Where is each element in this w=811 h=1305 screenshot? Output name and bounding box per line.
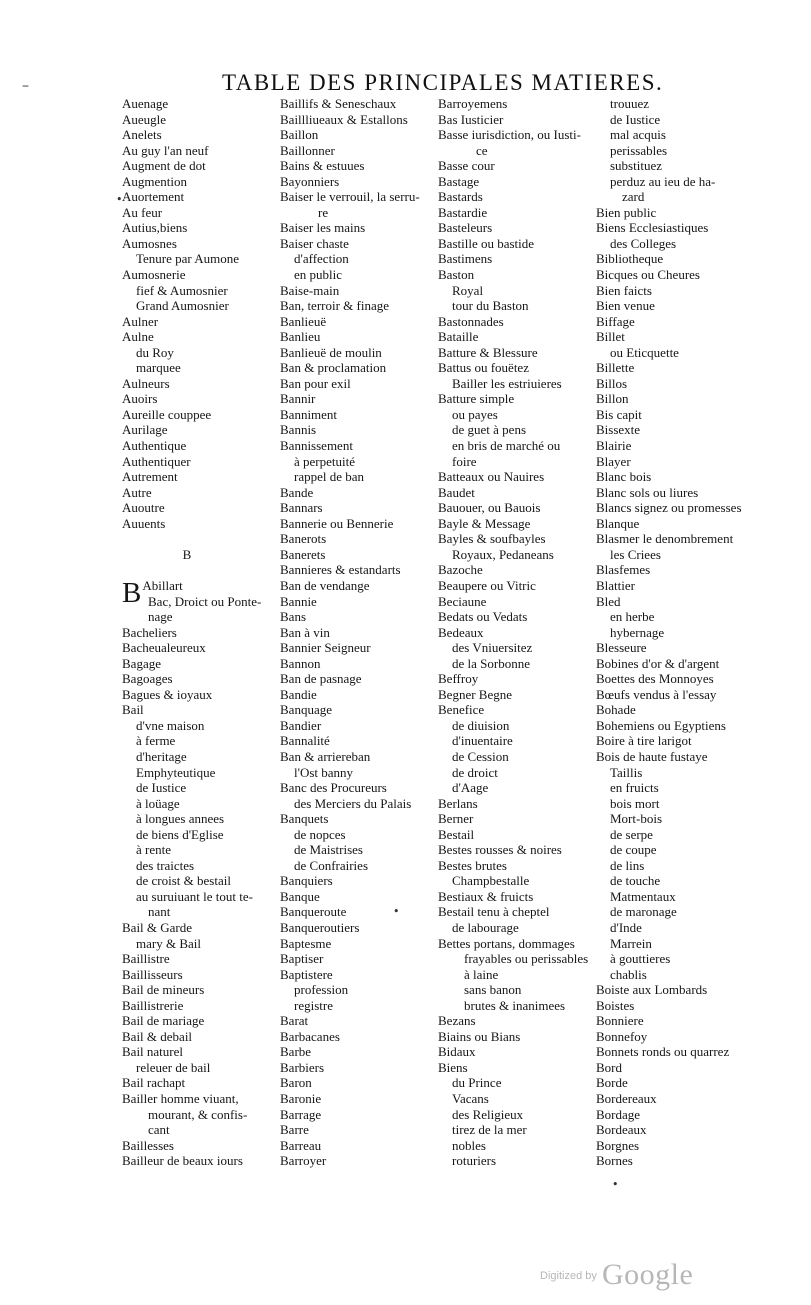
index-entry: nobles [452,1137,486,1153]
index-entry: Ban pour exil [280,375,351,391]
index-column-2 [280,96,432,1169]
index-entry: Bastardie [438,204,488,220]
index-entry: Bail de mariage [122,1013,205,1029]
index-entry: Bicques ou Cheures [596,267,700,283]
index-entry: Bois de haute fustaye [596,748,708,764]
index-entry: au suruiuant le tout te- [136,888,253,904]
index-entry: Beciaune [438,593,487,609]
index-entry: de Iustice [136,780,187,796]
index-entry: Bettes portans, dommages [438,935,575,951]
index-entry: Bidaux [438,1044,476,1060]
index-entry: Bordage [596,1106,641,1122]
index-entry: Basteleurs [438,220,493,236]
index-entry: Biens Ecclesiastiques [596,220,709,236]
index-entry: Barrage [280,1106,322,1122]
index-entry: de Cession [452,748,509,764]
index-entry: Aulneurs [122,375,170,391]
index-entry: mal acquis [610,127,666,143]
index-entry [122,562,272,578]
index-entry: Vacans [452,1091,489,1106]
index-entry: Barbacanes [280,1028,340,1044]
index-entry: Bail & Garde [122,919,193,935]
index-entry: Bastage [438,173,480,189]
index-entry: d'vne maison [136,717,205,733]
index-entry: Bohemiens ou Egyptiens [596,717,726,733]
index-entry: Bonnefoy [596,1028,648,1044]
index-entry: Bagoages [122,671,173,687]
index-entry: Barbe [280,1044,312,1060]
index-entry: Bien faicts [596,282,652,298]
index-entry: Baillistrerie [122,997,184,1013]
index-entry: Bled [596,593,621,609]
index-entry: Bail de mineurs [122,982,205,998]
index-entry: Bastille ou bastide [438,235,535,251]
index-entry: de serpe [610,826,653,842]
index-entry: profession [294,982,349,998]
index-entry: Borde [596,1075,628,1091]
index-entry: Bacheliers [122,624,177,640]
index-entry: Ban, terroir & finage [280,298,390,314]
index-entry: de Iustice [610,111,661,127]
index-entry: Authentique [122,438,187,454]
index-entry: Marrein [610,935,652,951]
index-entry: Bagage [122,655,161,671]
index-entry: Aumosnerie [122,267,186,283]
index-entry: ce [476,142,488,158]
index-entry: Grand Aumosnier [136,298,229,314]
index-entry: Bannerie ou Bennerie [280,515,394,531]
index-entry: Bannis [280,422,317,438]
index-entry: Auortement [122,189,185,205]
index-entry: brutes & inanimees [464,997,566,1013]
index-entry: Baptesme [280,935,332,951]
index-entry: Baptiser [280,951,324,967]
index-entry: Royal [452,282,484,298]
index-entry: Blanque [596,515,640,531]
index-entry: Batteaux ou Nauires [438,469,545,485]
index-entry: Beffroy [438,671,479,687]
index-entry: Banlieuë de moulin [280,344,382,360]
index-entry: Bœufs vendus à l'essay [596,686,717,702]
index-entry: Blanc bois [596,469,652,485]
index-entry: Bail [122,702,144,718]
index-entry: Bail rachapt [122,1075,186,1091]
index-entry: Barreau [280,1137,322,1153]
index-entry: Banlieu [280,329,321,345]
index-entry: d'inuentaire [452,733,513,749]
index-entry: Benefice [438,702,485,718]
index-entry: Bazoche [438,562,483,578]
index-entry: Bestail [438,826,475,842]
index-entry: chablis [610,966,647,982]
index-entry: de biens d'Eglise [136,826,224,842]
margin-dash-mark: – [22,78,29,94]
index-entry: mary & Bail [136,935,201,951]
index-entry: en bris de marché ou [452,438,561,454]
index-entry: perissables [610,142,668,158]
index-entry: Banerets [280,546,326,562]
index-entry: Bains & estuues [280,158,365,174]
index-entry: Aurilage [122,422,168,438]
index-entry: Baillistre [122,951,170,967]
index-entry: bois mort [610,795,660,811]
index-entry: Bail naturel [122,1044,184,1060]
index-entry: Tenure par Aumone [136,251,240,267]
index-entry: Barbiers [280,1059,325,1075]
index-entry: Bannalité [280,733,330,749]
index-column-4 [596,96,766,1169]
index-entry: Beaupere ou Vitric [438,577,536,593]
index-entry: Battus ou fouëtez [438,360,529,376]
index-entry: rappel de ban [294,469,365,485]
index-entry: Bannissement [280,438,353,454]
index-entry: ou Eticquette [610,344,679,360]
index-entry: releuer de bail [136,1059,211,1075]
index-entry: Auoutre [122,500,165,516]
index-entry: à longues annees [136,811,225,827]
index-entry: Bastards [438,189,483,205]
index-entry: des Religieux [452,1106,524,1122]
margin-dot-mark: • [612,1178,619,1191]
section-letter: B [182,546,192,562]
index-entry: d'Aage [452,780,489,796]
margin-dot-mark: • [393,905,400,918]
index-entry: de diuision [452,717,510,733]
index-entry: Auoirs [122,391,158,407]
index-column-1 [122,96,272,1169]
index-entry: Banerots [280,531,327,547]
index-entry: à ferme [136,733,176,749]
index-entry: les Criees [610,546,661,562]
index-entry: Bande [280,484,314,500]
index-entry: Augment de dot [122,158,206,174]
index-entry: Aulne [122,329,154,345]
index-entry: à loüage [136,795,180,811]
index-entry: Billet [596,329,625,345]
page-title: TABLE DES PRINCIPALES MATIERES. [222,70,664,95]
index-entry: Billette [596,360,635,376]
index-entry: en herbe [610,609,655,625]
index-entry: Bezans [438,1013,476,1029]
index-entry: Basse cour [438,158,495,174]
index-entry: Barre [280,1122,309,1138]
index-entry: Blesseure [596,640,647,656]
index-entry: frayables ou perissables [464,951,589,967]
index-entry: Bedats ou Vedats [438,609,528,625]
index-entry: Batture & Blessure [438,344,538,360]
index-entry: de Confrairies [294,857,369,873]
index-entry: Baise-main [280,282,340,298]
index-entry: à rente [136,842,172,858]
index-entry: Banqueroutiers [280,919,360,935]
index-entry: d'heritage [136,748,187,764]
index-entry: nant [148,904,171,920]
index-entry: roturiers [452,1153,497,1169]
index-entry: Bannars [280,500,323,516]
index-entry: Begner Begne [438,686,513,702]
index-entry: de guet à pens [452,422,527,438]
index-entry: Bissexte [596,422,641,438]
index-entry: du Prince [452,1075,502,1091]
index-entry: Bordeaux [596,1122,647,1138]
index-entry: Baillisseurs [122,966,183,982]
index-entry: fief & Aumosnier [136,282,228,298]
index-entry: de la Sorbonne [452,655,530,671]
index-entry: Blancs signez ou promesses [596,500,742,516]
index-entry: Champbestalle [452,873,530,889]
index-entry: Billon [596,391,629,407]
index-entry: Barat [280,1013,309,1029]
index-entry: Barroyemens [438,96,508,111]
index-entry: de croist & bestail [136,873,231,889]
index-entry: mourant, & confis- [148,1106,248,1122]
index-entry: Bac, Droict ou Ponte- [148,593,262,609]
index-entry: de nopces [294,826,346,842]
index-entry: de maronage [610,904,677,920]
index-entry: re [318,204,329,220]
index-entry: Anelets [122,127,162,143]
index-entry: Bedeaux [438,624,484,640]
index-entry: des Vniuersitez [452,640,533,656]
index-entry: Baronie [280,1091,322,1106]
index-entry: Bailleur de beaux iours [122,1153,243,1169]
index-entry: en fruicts [610,780,659,796]
index-entry: Bestes rousses & noires [438,842,562,858]
index-entry: Mort-bois [610,811,662,827]
index-entry: Aulner [122,313,159,329]
index-entry: Baillonner [280,142,335,158]
index-entry: tirez de la mer [452,1122,527,1138]
index-entry: Baillesses [122,1137,174,1153]
index-entry: Bis capit [596,406,642,422]
index-entry: Ban de pasnage [280,671,362,687]
index-entry-text: Abillart [142,577,183,593]
index-entry: Au feur [122,204,163,220]
index-entry: Bibliotheque [596,251,664,267]
index-entry: Autius,biens [122,220,188,236]
index-entry: de droict [452,764,498,780]
drop-cap-letter: B [122,576,142,609]
index-entry: Bannier Seigneur [280,640,371,656]
index-entry: tour du Baston [452,298,529,314]
index-entry: Boire à tire larigot [596,733,692,749]
index-entry: Bandie [280,686,317,702]
index-entry: Banlieuë [280,313,327,329]
index-entry: Banquiers [280,873,333,889]
index-entry: de labourage [452,919,519,935]
index-entry: Bail & debail [122,1028,193,1044]
index-entry: Banniment [280,406,338,422]
index-entry: Boettes des Monnoyes [596,671,714,687]
index-entry: Banqueroute [280,904,347,920]
index-entry: Basse iurisdiction, ou Iusti- [438,127,581,143]
index-entry: Boistes [596,997,635,1013]
index-entry: Bailler homme viuant, [122,1091,239,1106]
index-entry: Baillifs & Seneschaux [280,96,397,111]
index-entry: Baudet [438,484,475,500]
index-entry: Banc des Procureurs [280,780,387,796]
index-entry: Bohade [596,702,636,718]
index-entry: Blattier [596,577,635,593]
index-entry: Batture simple [438,391,515,407]
index-entry: Baron [280,1075,312,1091]
index-entry: de Maistrises [294,842,363,858]
index-entry: Autrement [122,469,178,485]
index-entry: des traictes [136,857,195,873]
index-entry: d'affection [294,251,349,267]
index-entry: Borgnes [596,1137,640,1153]
index-entry: Banquets [280,811,329,827]
index-entry: sans banon [464,982,522,998]
index-entry: trouuez [610,96,649,111]
index-entry [122,531,272,547]
index-entry: Bestail tenu à cheptel [438,904,550,920]
index-entry: Bonniere [596,1013,644,1029]
index-entry: zard [622,189,645,205]
index-entry: Bastonnades [438,313,504,329]
index-entry: Bord [596,1059,622,1075]
index-entry: hybernage [610,624,665,640]
index-entry: Bas Iusticier [438,111,504,127]
index-entry: registre [294,997,333,1013]
index-entry: nage [148,609,173,625]
index-entry: substituez [610,158,662,174]
index-entry: Bagues & ioyaux [122,686,213,702]
index-entry: Aureille couppee [122,406,212,422]
index-entry: Aumosnes [122,235,177,251]
index-entry: Au guy l'an neuf [122,142,209,158]
index-entry: à gouttieres [610,951,671,967]
index-entry: Banque [280,888,320,904]
index-entry: Biffage [596,313,635,329]
index-entry: l'Ost banny [294,764,354,780]
index-entry: Boiste aux Lombards [596,982,708,998]
index-entry: Berlans [438,795,478,811]
index-entry: Baiser le verrouil, la serru- [280,189,420,205]
index-entry: Biains ou Bians [438,1028,521,1044]
index-entry: Ban de vendange [280,577,370,593]
index-entry: Auuents [122,515,166,531]
index-entry: Augmention [122,173,187,189]
index-entry: Bastimens [438,251,493,267]
index-entry: foire [452,453,477,469]
index-entry: Baillliueaux & Estallons [280,111,408,127]
index-entry: Bobines d'or & d'argent [596,655,720,671]
index-entry: Bestiaux & fruicts [438,888,534,904]
index-entry: Bestes brutes [438,857,507,873]
index-entry: du Roy [136,344,174,360]
index-entry: Baston [438,267,475,283]
index-entry: Autre [122,484,152,500]
index-entry: ou payes [452,406,498,422]
index-entry: Royaux, Pedaneans [452,546,554,562]
index-entry: Bacheualeureux [122,640,206,656]
index-entry: Bannir [280,391,316,407]
index-entry: perduz au ieu de ha- [610,173,716,189]
index-entry: Bannon [280,655,321,671]
index-entry: Bordereaux [596,1091,657,1106]
index-entry: Blasfemes [596,562,651,578]
index-entry: Baptistere [280,966,333,982]
index-entry: Billos [596,375,628,391]
index-column-3 [438,96,594,1169]
index-entry: Blasmer le denombrement [596,531,734,547]
index-entry: Barroyer [280,1153,327,1169]
index-entry: Baiser les mains [280,220,366,236]
index-entry: à laine [464,966,499,982]
google-logo: Google [601,1258,694,1291]
index-entry: Emphyteutique [136,764,216,780]
index-entry: Bornes [596,1153,633,1169]
index-entry: Bien venue [596,298,655,314]
index-entry: de coupe [610,842,657,858]
index-entry: Auenage [122,96,169,111]
index-entry: Matmentaux [610,888,676,904]
index-entry: Authentiquer [122,453,191,469]
index-entry: Taillis [610,764,643,780]
index-entry: des Merciers du Palais [294,795,412,811]
index-entry: Bailler les estriuieres [452,375,562,391]
index-entry: en public [294,267,343,283]
index-entry: de touche [610,873,661,889]
index-entry: Bayles & soufbayles [438,531,546,547]
index-entry: Bannieres & estandarts [280,562,401,578]
index-entry: des Colleges [610,235,677,251]
index-entry: de lins [610,857,645,873]
margin-dot-mark: • [116,193,123,206]
digitized-by-label: Digitized by [540,1270,597,1282]
index-entry: d'Inde [610,919,642,935]
index-entry: Blanc sols ou liures [596,484,699,500]
index-entry: Ban à vin [280,624,330,640]
index-entry: Bayonniers [280,173,340,189]
index-entry: Banquage [280,702,332,718]
index-entry: Bonnets ronds ou quarrez [596,1044,730,1060]
index-entry: Baillon [280,127,319,143]
index-entry: Blayer [596,453,631,469]
index-entry: Aueugle [122,111,167,127]
index-entry: Bannie [280,593,317,609]
index-entry: Ban & arriereban [280,748,371,764]
index-entry: Bandier [280,717,322,733]
index-entry: marquee [136,360,181,376]
index-entry: Bayle & Message [438,515,531,531]
index-entry: Biens [438,1059,468,1075]
index-entry: Ban & proclamation [280,360,387,376]
index-entry: cant [148,1122,170,1138]
index-entry: Baiser chaste [280,235,349,251]
index-entry: Berner [438,811,474,827]
index-entry: Bauouer, ou Bauois [438,500,541,516]
digitized-by-watermark [540,1258,760,1298]
index-entry: Bien public [596,204,657,220]
index-entry: Bans [280,609,306,625]
index-entry: Blairie [596,438,632,454]
index-entry: à perpetuité [294,453,355,469]
index-entry: Bataille [438,329,479,345]
